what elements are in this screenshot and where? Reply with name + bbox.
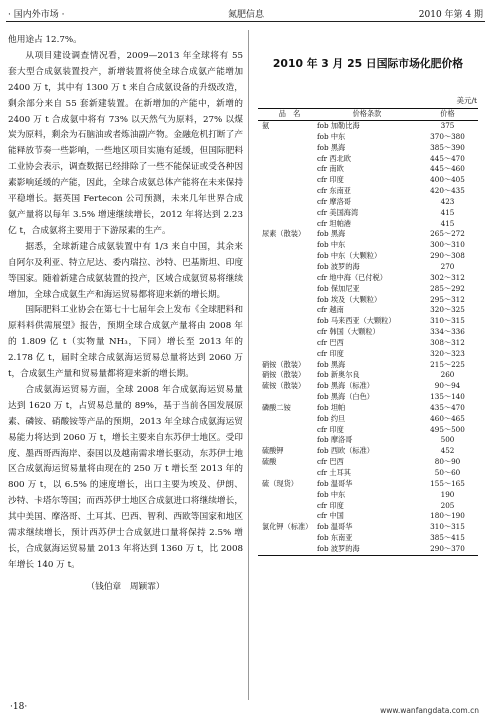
terms-cell: fob 波罗的海 — [317, 544, 417, 555]
table-row — [258, 121, 478, 132]
terms-cell: cfr 地中海（已付税） — [317, 272, 387, 282]
product-cell — [258, 164, 317, 175]
table-row — [258, 132, 478, 143]
terms-cell: cfr 印度 — [317, 500, 344, 510]
price-cell: 423 — [440, 196, 455, 206]
table-row — [258, 175, 478, 186]
table-row — [258, 392, 478, 403]
price-cell: 310～315 — [430, 316, 465, 326]
product-cell — [258, 316, 317, 327]
price-cell: 50～60 — [434, 468, 461, 477]
terms-cell: fob 东南亚 — [317, 533, 353, 543]
product-cell — [258, 544, 317, 555]
table-row — [258, 143, 478, 154]
table-row — [258, 327, 478, 338]
page-number: ·18· — [10, 702, 28, 712]
table-row — [258, 522, 478, 533]
product-cell — [258, 197, 317, 208]
terms-cell: fob 约旦 — [317, 413, 346, 423]
price-cell: 334～336 — [430, 327, 465, 337]
paragraph: 他用途占 12.7%。 — [8, 35, 82, 45]
price-cell: 300～310 — [430, 240, 465, 250]
product-cell — [258, 251, 317, 262]
journal-name: 氮肥信息 — [228, 10, 265, 20]
product-cell: 硝铵（散装） — [262, 370, 306, 380]
table-row — [258, 511, 478, 522]
product-cell — [258, 414, 317, 425]
product-cell: 氯化钾（标准） — [262, 522, 313, 532]
table-row — [258, 295, 478, 306]
table-row — [258, 360, 478, 371]
terms-cell: cfr 巴西 — [317, 337, 344, 347]
table-row — [258, 316, 478, 327]
table-row — [258, 197, 478, 208]
table-row — [258, 219, 478, 230]
terms-cell: cfr 越南 — [317, 305, 344, 315]
table-row — [258, 154, 478, 165]
terms-cell: fob 黑海 — [317, 229, 346, 239]
price-cell: 135～140 — [430, 392, 465, 402]
product-cell — [258, 273, 317, 284]
table-header-row — [258, 109, 478, 121]
product-cell — [258, 338, 317, 349]
terms-cell: cfr 中国 — [317, 511, 344, 521]
terms-cell: fob 坦帕 — [317, 402, 346, 412]
price-cell: 260 — [440, 370, 455, 380]
price-cell: 500 — [440, 435, 455, 445]
product-cell — [258, 219, 317, 230]
table-row — [258, 284, 478, 295]
terms-cell: fob 西欧（标准） — [317, 446, 374, 456]
product-cell — [258, 240, 317, 251]
terms-cell: cfr 摩洛哥 — [317, 196, 351, 206]
table-row — [258, 479, 478, 490]
price-cell: 320～323 — [430, 348, 465, 358]
table-row — [258, 435, 478, 446]
product-cell: 硫酸钾 — [262, 446, 284, 456]
table-row — [258, 164, 478, 175]
terms-cell: cfr 巴西 — [317, 457, 344, 467]
product-cell: 硫（现货） — [262, 478, 298, 488]
price-cell: 400～405 — [430, 175, 465, 185]
product-cell: 氨 — [262, 121, 270, 130]
price-cell: 290～308 — [430, 251, 465, 261]
table-row — [258, 544, 478, 555]
table-row — [258, 349, 478, 360]
table-row — [258, 533, 478, 544]
column-header-terms: 价格条款 — [317, 109, 417, 121]
product-cell — [258, 284, 317, 295]
table-row — [258, 273, 478, 284]
paragraph: 从项目建设调查情况看，2009—2013 年全球将有 55 套大型合成氨装置投产，新增装置将使全球合成氨产能增加 2400 万 t，其中有 1300 万 t 来自合成氨设备的升级改造，剩余部分来自 55 套新建装置。在新增加的产能中，新增的 2400 万 t 合成氨中将有 73% 以天然气为原料，27% 以煤炭为原料，剩余为石脑油或者炼油副产物。金融危机打断了产能释放节奏一些影响，一些地区项目实施有延缓，但国际肥料工业协会表示，调查数据已经排除了一些不能保证或受各种因素影响延缓的产能，因此，全球合成氨总体产能将在未来保持平稳增长。据英国 Fertecon 公司预测，未来几年世界合成氨产量将以每年 3.5% 增速继续增长，2012 年将达到 2.23 亿 t，合成氨将主要用于下游尿素的生产。 — [8, 50, 243, 236]
watermark: www.wanfangdata.com.cn — [380, 706, 479, 715]
price-cell: 180～190 — [430, 511, 465, 521]
terms-cell: fob 中东（大颗粒） — [317, 251, 382, 261]
price-cell: 310～315 — [430, 522, 465, 532]
price-cell: 385～415 — [430, 533, 465, 543]
terms-cell: fob 黑海（标准） — [317, 381, 374, 391]
price-cell: 415 — [440, 207, 455, 217]
terms-cell: cfr 美国海湾 — [317, 207, 359, 217]
price-cell: 445～470 — [430, 153, 465, 163]
table-row — [258, 501, 478, 512]
product-cell — [258, 511, 317, 522]
terms-cell: cfr 印度 — [317, 175, 344, 185]
product-cell — [258, 175, 317, 186]
terms-cell: cfr 印度 — [317, 348, 344, 358]
table-row — [258, 208, 478, 219]
terms-cell: cfr 西北欧 — [317, 153, 351, 163]
author-signature: （钱伯章 周颖霏） — [86, 581, 165, 592]
price-cell: 375 — [440, 121, 455, 130]
terms-cell: fob 中东 — [317, 131, 346, 141]
price-cell: 190 — [440, 489, 455, 499]
table-row — [258, 338, 478, 349]
product-cell: 硝铵（散装） — [262, 359, 306, 369]
terms-cell: cfr 韩国（大颗粒） — [317, 327, 380, 337]
price-cell: 265～272 — [430, 229, 465, 239]
product-cell — [258, 154, 317, 165]
product-cell — [258, 132, 317, 143]
product-cell — [258, 501, 317, 512]
terms-cell: cfr 印度 — [317, 424, 344, 434]
table-row — [258, 457, 478, 468]
price-cell: 420～435 — [430, 186, 465, 196]
table-row — [258, 468, 478, 479]
table-row — [258, 262, 478, 273]
product-cell: 硫酸 — [262, 457, 277, 467]
price-cell: 80～90 — [434, 457, 461, 467]
price-cell: 215～225 — [430, 359, 465, 369]
table-row — [258, 229, 478, 240]
price-cell: 385～390 — [430, 142, 465, 152]
table-row — [258, 490, 478, 501]
price-cell: 320～325 — [430, 305, 465, 315]
section-label: · 国内外市场 · — [8, 10, 65, 20]
terms-cell: fob 保加尼亚 — [317, 283, 360, 293]
product-cell: 磷酸二铵 — [262, 402, 291, 412]
terms-cell: fob 温哥华 — [317, 478, 353, 488]
terms-cell: fob 黑海 — [317, 142, 346, 152]
terms-cell: fob 黑海 — [317, 359, 346, 369]
price-cell: 285～292 — [430, 283, 465, 293]
product-cell — [258, 468, 317, 479]
page-header — [6, 3, 485, 22]
article-body — [8, 33, 243, 596]
price-unit: 美元/t — [456, 96, 477, 105]
terms-cell: fob 中东 — [317, 240, 346, 250]
table-row — [258, 381, 478, 392]
product-cell: 硫铵（散装） — [262, 381, 306, 391]
issue-label: 2010 年第 4 期 — [418, 10, 483, 20]
product-cell — [258, 143, 317, 154]
price-cell: 452 — [440, 446, 455, 456]
price-table-title: 2010 年 3 月 25 日国际市场化肥价格 — [272, 57, 464, 70]
terms-cell: fob 黑海（白色） — [317, 392, 374, 402]
table-row — [258, 446, 478, 457]
product-cell — [258, 327, 317, 338]
price-cell: 460～465 — [430, 413, 465, 423]
terms-cell: fob 埃及（大颗粒） — [317, 294, 382, 304]
product-cell — [258, 425, 317, 436]
price-cell: 302～312 — [430, 272, 465, 282]
price-cell: 90～94 — [434, 381, 461, 391]
terms-cell: cfr 南欧 — [317, 164, 344, 174]
terms-cell: fob 温哥华 — [317, 522, 353, 532]
table-row — [258, 305, 478, 316]
terms-cell: fob 摩洛哥 — [317, 435, 353, 445]
price-cell: 370～380 — [430, 131, 465, 141]
price-cell: 445～460 — [430, 164, 465, 174]
terms-cell: fob 中东 — [317, 489, 346, 499]
price-cell: 435～470 — [430, 402, 465, 412]
product-cell — [258, 349, 317, 360]
product-cell — [258, 533, 317, 544]
terms-cell: fob 马来西亚（大颗粒） — [317, 316, 396, 326]
product-cell — [258, 490, 317, 501]
product-cell: 尿素（散装） — [262, 229, 306, 239]
table-row — [258, 403, 478, 414]
table-row — [258, 414, 478, 425]
price-cell: 415 — [440, 218, 455, 228]
paragraph: 国际肥料工业协会在第七十七届年会上发布《全球肥料和原料料供需展望》报告，预期全球合成氨产量将由 2008 年的 1.809 亿 t（实物量 NH₃，下同）增长至 2013 年的 2.178 亿 t，届时全球合成氨海运贸易总量将达到 2060 万 t，合成氨生产量和贸易量都将迎来新的增长期。 — [8, 305, 243, 380]
table-row — [258, 240, 478, 251]
product-cell — [258, 295, 317, 306]
product-cell — [258, 262, 317, 273]
column-header-price: 价格 — [417, 109, 478, 121]
price-table — [258, 108, 478, 556]
product-cell — [258, 208, 317, 219]
paragraph: 合成氨海运贸易方面，全球 2008 年合成氨海运贸易量达到 1620 万 t，占贸易总量的 89%，基于当前各国发展原素、磷铵、硝酸铵等产品的预期，2013 年全球合成氨海运贸易能力将达到 2060 万 t，增长主要来自东苏伊士地区。受印度、墨西哥西海岸、泰国以及越南需求增长驱动，东苏伊士地区合成氨海运贸易量将由现在的 250 万 t 增长至 2013 年的 800 万 t，以 6.5% 的速度增长，出口主要为埃及、伊朗、沙特、卡塔尔等国；而西苏伊士地区合成氨进口将继续增长，其中美国、摩洛哥、土耳其、巴西、智利、西欧等国家和地区需求继续增长，预计西苏伊士合成氨进口量将保持 2.5% 增长，合成氨海运贸易量 2013 年将达到 1360 万 t，比 2008 年增长 140 万 t。 — [8, 384, 243, 570]
table-row — [258, 370, 478, 381]
price-cell: 295～312 — [430, 294, 465, 304]
column-divider — [248, 30, 249, 700]
price-cell: 495～500 — [430, 424, 465, 434]
table-row — [258, 186, 478, 197]
table-row — [258, 425, 478, 436]
product-cell — [258, 186, 317, 197]
product-cell — [258, 392, 317, 403]
terms-cell: fob 新奥尔良 — [317, 370, 360, 380]
product-cell — [258, 435, 317, 446]
terms-cell: cfr 东南亚 — [317, 186, 351, 196]
table-row — [258, 251, 478, 262]
price-cell: 270 — [440, 261, 455, 271]
terms-cell: fob 波罗的海 — [317, 261, 360, 271]
price-cell: 155～165 — [430, 478, 465, 488]
column-header-product: 品 名 — [258, 109, 317, 121]
paragraph: 据悉，全球新建合成氨装置中有 1/3 来自中国，其余来自阿尔及利亚、特立尼达、委内瑞拉、沙特、巴基斯坦、印度等国家。随着新建合成氨装置的投产，区域合成氨贸易将继续增加，全球合成氨生产和海运贸易都将迎来新的增长期。 — [8, 241, 243, 300]
price-cell: 290～370 — [417, 544, 478, 555]
terms-cell: fob 加勒比海 — [317, 121, 360, 130]
terms-cell: cfr 坦帕港 — [317, 218, 351, 228]
price-cell: 205 — [440, 500, 455, 510]
price-cell: 308～312 — [430, 337, 465, 347]
product-cell — [258, 305, 317, 316]
terms-cell: cfr 土耳其 — [317, 468, 351, 477]
